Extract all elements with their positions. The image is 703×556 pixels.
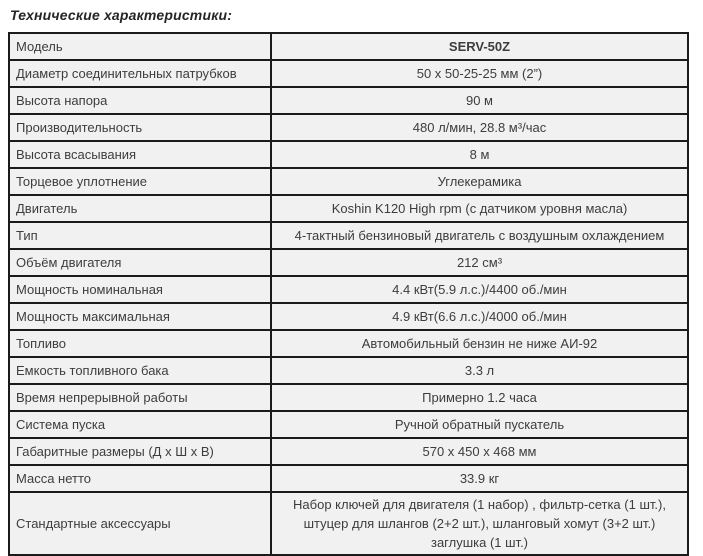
spec-value: Набор ключей для двигателя (1 набор) , фильтр-сетка (1 шт.), штуцер для шлангов (2+2 шт.), шланговый хомут (3+2 шт.) заглушка (1 шт.) (271, 492, 688, 555)
table-row (9, 303, 688, 330)
spec-value: Углекерамика (271, 168, 688, 195)
spec-value: SERV-50Z (271, 33, 688, 60)
table-row (9, 60, 688, 87)
spec-value: 4-тактный бензиновый двигатель с воздушным охлаждением (271, 222, 688, 249)
spec-value: 4.4 кВт(5.9 л.с.)/4400 об./мин (271, 276, 688, 303)
spec-label: Модель (9, 33, 271, 60)
table-row (9, 87, 688, 114)
table-row (9, 411, 688, 438)
table-row (9, 141, 688, 168)
spec-value: 90 м (271, 87, 688, 114)
table-row (9, 276, 688, 303)
table-row (9, 168, 688, 195)
spec-label: Тип (9, 222, 271, 249)
specs-table-body (9, 33, 688, 555)
spec-label: Объём двигателя (9, 249, 271, 276)
table-row (9, 195, 688, 222)
spec-value: 3.3 л (271, 357, 688, 384)
spec-label: Габаритные размеры (Д х Ш х В) (9, 438, 271, 465)
spec-label: Торцевое уплотнение (9, 168, 271, 195)
spec-label: Емкость топливного бака (9, 357, 271, 384)
spec-value: 570 x 450 x 468 мм (271, 438, 688, 465)
spec-label: Диаметр соединительных патрубков (9, 60, 271, 87)
spec-value: 4.9 кВт(6.6 л.с.)/4000 об./мин (271, 303, 688, 330)
spec-value: Ручной обратный пускатель (271, 411, 688, 438)
spec-label: Производительность (9, 114, 271, 141)
table-row (9, 222, 688, 249)
spec-value: 50 x 50-25-25 мм (2”) (271, 60, 688, 87)
table-row (9, 330, 688, 357)
spec-value: Автомобильный бензин не ниже АИ-92 (271, 330, 688, 357)
spec-label: Система пуска (9, 411, 271, 438)
table-row (9, 465, 688, 492)
spec-label: Высота напора (9, 87, 271, 114)
table-row (9, 384, 688, 411)
spec-label: Время непрерывной работы (9, 384, 271, 411)
specs-table (8, 32, 689, 556)
spec-value: 480 л/мин, 28.8 м³/час (271, 114, 688, 141)
table-row (9, 492, 688, 555)
spec-label: Мощность номинальная (9, 276, 271, 303)
spec-label: Двигатель (9, 195, 271, 222)
spec-value: Koshin K120 High rpm (с датчиком уровня масла) (271, 195, 688, 222)
spec-value: 33.9 кг (271, 465, 688, 492)
spec-label: Стандартные аксессуары (9, 492, 271, 555)
spec-label: Мощность максимальная (9, 303, 271, 330)
spec-label: Топливо (9, 330, 271, 357)
table-row (9, 438, 688, 465)
spec-value: 212 см³ (271, 249, 688, 276)
table-row (9, 33, 688, 60)
table-row (9, 114, 688, 141)
spec-label: Высота всасывания (9, 141, 271, 168)
spec-value: Примерно 1.2 часа (271, 384, 688, 411)
table-row (9, 249, 688, 276)
page-title: Технические характеристики: (10, 7, 233, 23)
spec-value: 8 м (271, 141, 688, 168)
table-row (9, 357, 688, 384)
spec-label: Масса нетто (9, 465, 271, 492)
